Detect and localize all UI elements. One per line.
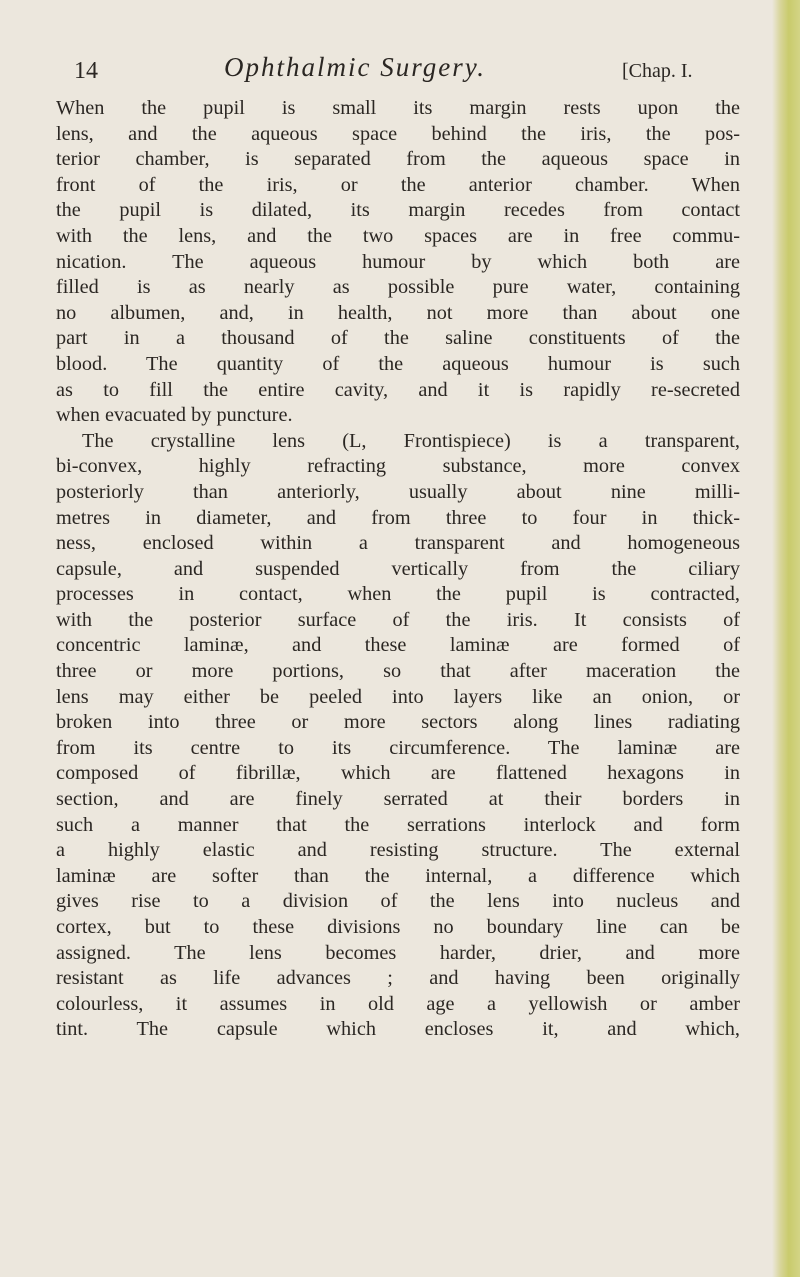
text-line: as to fill the entire cavity, and it is rapidly re-secreted (56, 378, 740, 401)
body-text (56, 96, 740, 1043)
running-title: Ophthalmic Surgery. (224, 52, 486, 82)
text-line: cortex, but to these divisions no boundary line can be (56, 916, 740, 938)
chapter-label: [Chap. I. (622, 60, 693, 82)
text-line: when evacuated by puncture. (56, 404, 293, 427)
text-line: from its centre to its circumference. The laminæ are (56, 736, 740, 759)
text-line: a highly elastic and resisting structure. The external (56, 839, 740, 862)
text-line: blood. The quantity of the aqueous humour is such (56, 352, 740, 375)
text-line: When the pupil is small its margin rests upon the (56, 97, 740, 119)
text-line: terior chamber, is separated from the aqueous space in (56, 148, 740, 171)
text-line: colourless, it assumes in old age a yellowish or amber (56, 992, 740, 1015)
text-line: three or more portions, so that after maceration the (56, 660, 740, 683)
text-line: section, and are finely serrated at their borders in (56, 788, 740, 811)
text-line: The crystalline lens (L, Frontispiece) is a transparent, (82, 429, 740, 452)
page-number: 14 (74, 58, 98, 84)
text-line: capsule, and suspended vertically from the ciliary (56, 557, 740, 580)
text-line: with the posterior surface of the iris. It consists of (56, 608, 740, 631)
text-line: lens may either be peeled into layers like an onion, or (56, 685, 740, 708)
text-line: gives rise to a division of the lens into nucleus and (56, 890, 740, 913)
text-line: part in a thousand of the saline constituents of the (56, 327, 740, 350)
text-line: the pupil is dilated, its margin recedes from contact (56, 199, 740, 222)
text-line: resistant as life advances ; and having been originally (56, 967, 740, 990)
text-line: metres in diameter, and from three to four in thick- (56, 506, 740, 529)
text-line: filled is as nearly as possible pure water, containing (56, 276, 740, 299)
text-line: processes in contact, when the pupil is contracted, (56, 583, 740, 606)
page-header (74, 52, 734, 92)
text-line: with the lens, and the two spaces are in free commu- (56, 224, 740, 247)
text-line: laminæ are softer than the internal, a difference which (56, 864, 740, 887)
text-line: no albumen, and, in health, not more than about one (56, 301, 740, 324)
text-line: composed of fibrillæ, which are flattened hexagons in (56, 762, 740, 785)
text-line: concentric laminæ, and these laminæ are formed of (56, 634, 740, 657)
text-line: tint. The capsule which encloses it, and which, (56, 1018, 740, 1041)
text-line: bi-convex, highly refracting substance, more convex (56, 455, 740, 478)
text-line: broken into three or more sectors along lines radiating (56, 711, 740, 734)
text-line: such a manner that the serrations interlock and form (56, 813, 740, 836)
text-line: front of the iris, or the anterior chamber. When (56, 173, 740, 196)
page-edge (772, 0, 800, 1277)
text-line: ness, enclosed within a transparent and homogeneous (56, 532, 740, 555)
text-line: posteriorly than anteriorly, usually about nine milli- (56, 480, 740, 503)
text-line: assigned. The lens becomes harder, drier, and more (56, 941, 740, 964)
text-line: lens, and the aqueous space behind the iris, the pos- (56, 122, 740, 145)
text-line: nication. The aqueous humour by which both are (56, 250, 740, 273)
